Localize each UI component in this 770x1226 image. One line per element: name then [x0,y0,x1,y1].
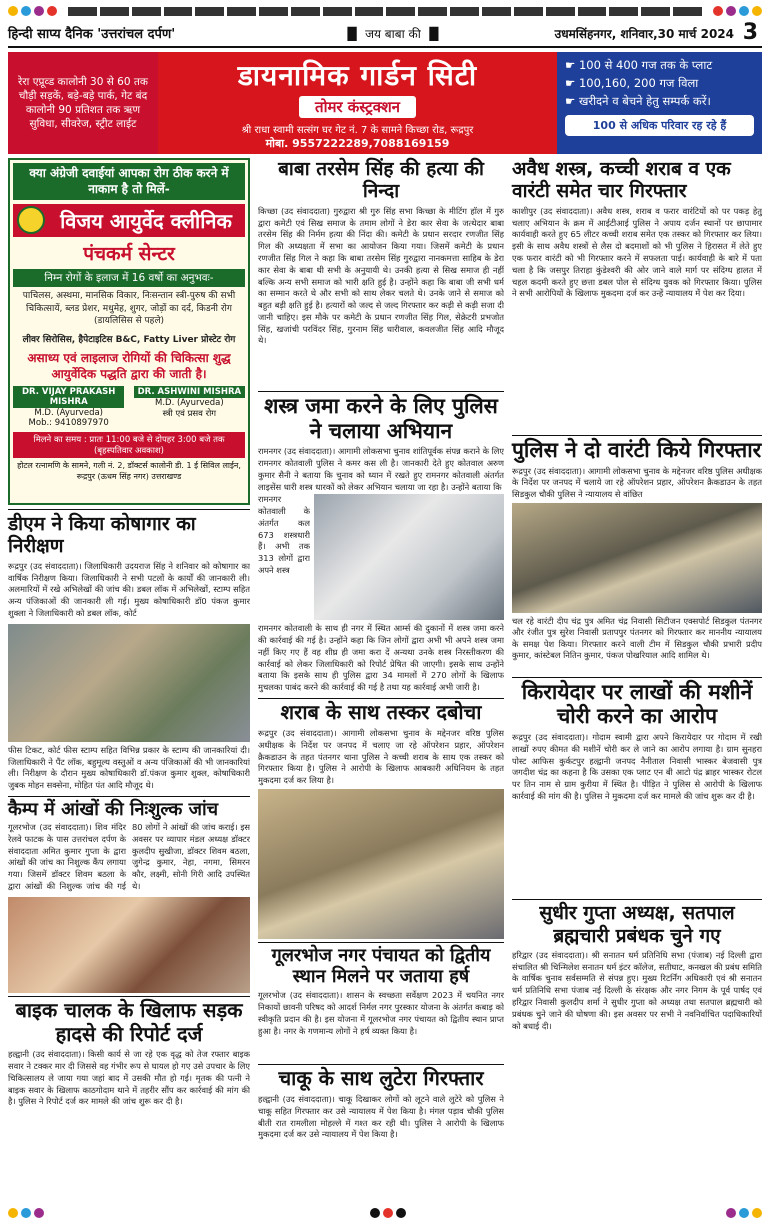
article-tarsem: किच्छा (उद संवाददाता) गुरुद्वारा श्री गुरु सिंह सभा किच्छा के मीटिंग हॉल में गुरु द्वारा कमेटी एवं सिख समाज के तमाम लोगों ने डेरा कार सेवा के जत्थेदार बाबा तरसेम सिंह की निर्मम हत्या की निंदा की। कमेटी के प्रधान सरदार रणजीत सिंह गिल की अध्यक्षता में सभा का आयोजन किया गया। जिसमें कमेटी के प्रधान रणजीत सिंह गिल ने कहा कि बाबा तरसेम सिंह गुरुद्वारा नानकमत्ता साहिब के डेरा कार सेवा के बाबा थी सभी के अनुयायी थे। उनकी हत्या से सिख समाज ही नहीं बल्कि अन्य सभी समाज को भारी क्षति हुई है। उन्होंने कहा कि बाबा जी सभी धर्म का सम्मान करते थे और सभी को साथ लेकर चलते थे। उनके जाने से समाज को बहुत बड़ी क्षति हुई है। हत्यारों को जल्द से जल्द गिरफ्तार कर कड़ी से कड़ी सजा दी जानी चाहिए। इस मौके पर कमेटी के प्रधान रणजीत सिंह गिल, सेक्रेटरी प्रभजोत सिंह, खजांची परविंदर सिंह, गुरनाम सिंह धारीवाल, कवलजीत सिंह आदि मौजूद थे। [258,205,504,346]
article-arms-side: रामनगर कोतवाली के अंतर्गत कल 673 शस्त्रधारी हैं। अभी तक 313 लोगों द्वारा अपने शस्त्र [258,494,310,576]
clinic-liver: लीवर सिरोसिस, हैपेटाइटिस B&C, Fatty Liver प्रोस्टेट रोग [22,334,236,345]
eye-camp-photo [8,897,250,993]
hand-pointer-icon: ☛ [565,76,576,90]
ad-colony-features: रेरा एप्रूव्ड कालोनी 30 से 60 तक चौड़ी सड़कें, बड़े-बड़े पार्क, गेट बंद कालोनी 90 प्रतिशत तक ऋण सुविधा, सीवरेज, स्ट्रीट लाईट [8,52,158,154]
article-warrant: रूद्रपुर (उद संवाददाता)। आगामी लोकसभा चुनाव के मद्देनजर वरिष्ठ पुलिस अधीक्षक के निर्देश पर जनपद में चलाये जा रहे ऑपरेशन प्रहार, ऑपरेशन क्रैकडाउन के तहत सिडकुल चौकी पुलिस ने न्यायालय से वांछित [512,465,762,500]
doctor-2: DR. ASHWINI MISHRA M.D. (Ayurveda) स्त्री एवं प्रसव रोग [134,386,245,428]
ad-address: श्री राधा स्वामी सत्संग घर गेट नं. 7 के सामने किच्छा रोड, रूद्रपुर [241,125,474,136]
ad-bullets [557,52,762,154]
clinic-address: होटल रत्नामणि के सामने, गली नं. 2, डॉक्टर्स कालोनी डी. 1 ई सिविल लाईन, रूद्रपुर (ऊधम सिंह नगर) उत्तराखण्ड [17,460,241,481]
column-2 [258,158,504,1152]
dateline: उधमसिंहनगर, शनिवार,30 मार्च 2024 [554,26,734,41]
color-dots-right [713,6,762,18]
clinic-subname: पंचकर्म सेन्टर [83,243,175,266]
headline-eye-camp: कैम्प में आंखों की निःशुल्क जांच [8,798,219,820]
hand-pointer-icon: ☛ [565,58,576,72]
clinic-logo-icon [17,206,45,234]
masthead [8,20,762,48]
headline-warrant: पुलिस ने दो वारंटी किये गिरफ्तार [512,437,762,462]
ad-bullet: ☛ 100,160, 200 गज विला [565,76,699,90]
article-dm-kosh: रूद्रपुर (उद संवाददाता)। जिलाधिकारी उदयराज सिंह ने शनिवार को कोषागार का वार्षिक निरीक्षण किया। जिलाधिकारी ने सभी पटलों के कार्यों की जानकारी ली। अलमारियों में रखे अभिलेखों की जांच की। डबल लॉक में अभिलेखों, स्टाम्प सहित अन्य पंजिकाओं की जानकारी ली गई। मुख्य कोषाधिकारी डॉ0 पंकज कुमार शुक्ला ने जिलाधिकारी को डबल लॉक, कोर्ट [8,560,250,618]
ad-subtitle: तोमर कंस्ट्रक्शन [299,96,416,118]
doctor-1: DR. VIJAY PRAKASH MISHRA M.D. (Ayurveda) Mob.: 9410897970 [13,386,124,428]
headline-tarsem: बाबा तरसेम सिंह की हत्या की निन्दा [278,158,484,203]
headline-nagar: गूलरभोज नगर पंचायत को द्वितीय स्थान मिलने पर जताया हर्ष [271,944,491,988]
article-knife: हल्द्वानी (उद संवाददाता)। चाकू दिखाकर लोगों को लूटने वाले लुटेरे को पुलिस ने चाकू सहित गिरफ्तार कर उसे न्यायालय में पेश किया है। मंगल पड़ाव चौकी पुलिस बीती रात रामलीला मोहल्ले में गश्त कर रही थी। पुलिस ने आरोपी के खिलाफ मुकदमा दर्ज कर उसे न्यायालय में पेश किया है। [258,1094,504,1140]
police-vehicle-photo [314,494,504,620]
warrant-caption: चल रहे वारंटी दीप चंद्र पुत्र अमित चंद्र निवासी सिटीजन एक्सपोर्ट सिडकुल पंतनगर और रंजीत पुत्र सुरेश निवासी प्रतापपुर पंतनगर को गिरफ्तार कर माननीय न्यायालय के समक्ष पेश किया। गिरफ्तार करने वाली टीम में सिडकुल चौकी प्रभारी प्रदीप कुमार, कांस्टेबल नितिन कुमार, पंकज पोखरियाल आदि शामिल थे। [512,615,762,661]
headline-liquor: शराब के साथ तस्कर दबोचा [280,700,482,725]
dm-inspection-photo [8,624,250,742]
headline-knife: चाकू के साथ लुटेरा गिरफ्तार [278,1066,484,1091]
article-arms-cont: रामनगर कोतवाली के साथ ही नगर में स्थित आर्म्स की दुकानों में शस्त्र जमा करने की कार्रवाई की गई है। उन्होंने कहा कि जिन लोगों द्वारा अभी भी अपने शस्त्र जमा नहीं किए गए हैं वह शीघ्र ही जमा करा दें अन्यथा उनके शस्त्र निरस्तीकरण की कार्रवाई को लेकर जिलाधिकारी को रिपोर्ट प्रेषित की जाएगी। इसके साथ उन्होंने बताया कि इसके साथ ही पुलिस द्वारा 34 मामलों में 270 लोगों के खिलाफ मुचलका पाबंद करने की कार्रवाई की गई है तथा यह कार्रवाई अभी जारी है। [258,623,504,693]
headline-rent: किरायेदार पर लाखों की मशीनें चोरी करने का आरोप [521,679,753,729]
column-1 [8,158,250,1167]
ad-families-pill: 100 से अधिक परिवार रह रहे हैं [565,115,754,136]
clinic-tagline: असाध्य एवं लाइलाज रोगियों की चिकित्सा शुद्ध आयुर्वेदिक पद्धति द्वारा की जाती है। [27,350,231,381]
ad-bullet: ☛ खरीदने व बेचने हेतु सम्पर्क करें। [565,94,711,108]
headline-bike-accident: बाइक चालक के खिलाफ सड़क हादसे की रिपोर्ट दर्ज [15,998,243,1046]
article-bike-accident: हल्द्वानी (उद संवाददाता)। किसी कार्य से जा रहे एक वृद्ध को तेज रफ्तार बाइक सवार ने टक्कर मार दी जिससे वह गंभीर रूप से घायल हो गए उसे उपचार के लिए चिकित्सालय ले जाया गया जहां बाद में उसकी मौत हो गई। मृतक की पत्नी ने बाइक सवार के खिलाफ काठगोदाम थाने में तहरीर सौंप कर कार्रवाई की मांग की है। पुलिस ने रिपोर्ट दर्ज कर मामले की जांच शुरू कर दी है। [8,1049,250,1107]
clinic-timing: मिलने का समय : प्रातः 11:00 बजे से दोपहर 3:00 बजे तक (बृहस्पतिवार अवकाश) [13,432,245,458]
top-registration-bar [68,7,702,16]
article-rent: रूद्रपुर (उद संवाददाता)। गोदाम स्वामी द्वारा अपने किरायेदार पर गोदाम में रखी लाखों रुपए कीमत की मशीनें चोरी कर ले जाने का आरोप लगाया है। ग्राम सुनहरा पोस्ट आफिस कुर्कटपुर हल्द्वानी जनपद नैनीताल निवासी भास्कर बेजवासी पुत्र जगदीश चंद्र का कहना है कि उसका एक प्लाट एन बी आटो पंद्र ब्राहर भास्कर रोटल पर तिन नाम से ग्राम कुरीया में स्थित है। पीड़ित ने पुलिस से आरोपी के खिलाफ कार्रवाई की मांग की है। पुलिस ने मुकदमा दर्ज कर मामले की जांच शुरू कर दी है। [512,732,762,802]
headline-dm-kosh: डीएम ने किया कोषागार का निरीक्षण [8,513,196,558]
clinic-diseases: पाचिलस, अस्थमा, मानसिक विकार, निःसन्तान स्त्री-पुरुष की सभी चिकित्सायें, ब्लड प्रेशर, मधुमेह, शुगर, जोड़ों का दर्द, किडनी रोग (डायलिसिस से पहले) [22,291,236,327]
clinic-name: विजय आयुर्वेद क्लीनिक [13,204,245,237]
ad-title: डायनामिक गार्डन सिटी [237,59,478,92]
motto: ▐▌ जय बाबा की ▐▌ [342,26,444,41]
article-illegal-arms: काशीपुर (उद संवाददाता)। अवैध शस्त्र, शराब व फरार वारंटियों को पर पकड़ हेतु चलाए अभियान के क्रम में आईटीआई पुलिस ने अपाय दर्जन स्थानों पर छापामार कार्यवाही करते हुए 65 लीटर कच्ची शराब समेत एक तस्कर को गिरफ्तार कर लिया। इसी के साथ अवैध शस्त्रों से लैस दो बदमाशों को भी पुलिस ने हिरासत में लेते हुए एक फरार वारंटी को भी गिरफ्तार करने में सफलता पाई। कार्यवाही के बारे में पता चला है कि जसपुर तिराहा कुंडेश्वरी की ओर जाने वाले मार्ग पर संदिग्ध हालत में चहल कदमी करते हुए छत्ता डबल पोल से संदिग्ध युवक को गिरफ्तार किया। पुलिस ने सभी आरोपियों के खिलाफ मुकदमा दर्ज कर उन्हें न्यायालय में पेश कर दिया। [512,205,762,299]
article-sudhir: हरिद्वार (उद संवाददाता)। श्री सनातन धर्म प्रतिनिधि सभा (पंजाब) नई दिल्ली द्वारा संचालित श्री चिन्मिलेश सनातन धर्म इंटर कॉलेज, सतीघाट, कनखल की प्रबंध समिति के वार्षिक चुनाव सर्वसम्मति से संपन्न हुए। मुख्य रिटर्निंग अधिकारी एवं श्री सनातन धर्म प्रतिनिधि सभा पंजाब नई दिल्ली के संरक्षक और नगर निगम के पूर्व पार्षद एवं हरिद्वार निवासी कुलदीप शर्मा ने सुधीर गुप्ता को अध्यक्ष तथा सतपाल ब्रह्मचारी को प्रबंधक चुने जाने की घोषणा की। इस अवसर पर सभी ने नवनिर्वाचित पदाधिकारियों को बधाई दी। [512,949,762,1031]
liquor-arrest-photo [258,789,504,939]
bottom-registration-marks [0,1208,770,1222]
clinic-experience: निम्न रोगों के इलाज में 16 वर्षो का अनुभवः- [13,269,245,287]
page-number: 3 [742,20,758,45]
dynamic-garden-city-ad [8,52,762,154]
headline-arms: शस्त्र जमा करने के लिए पुलिस ने चलाया अभियान [264,393,498,443]
article-arms: रामनगर (उद संवाददाता)। आगामी लोकसभा चुनाव शांतिपूर्वक संपन्न कराने के लिए रामनगर कोतवाली पुलिस ने कमर कस ली है। जानकारी देते हुए कोतवाल अरुण कुमार सैनी ने बताया कि चुनाव को ध्यान में रखते हुए रामनगर कोतवाली अंतर्गत लाइसेंस धारी शस्त्र धारकों को लेकर अभियान चलाया जा रहा है। उन्होंने बताया कि [258,446,504,492]
warrant-arrest-photo [512,503,762,613]
article-dm-kosh-cont: फीस टिकट, कोर्ट फीस स्टाम्प सहित विभिन्न प्रकार के स्टाम्प की जानकारियां दी। जिलाधिकारी ने पैंट लॉक, बहुमूल्य वस्तुओं व अन्य पंजिकाओं की भी जानकारियां ली। निरीक्षण के दौरान मुख्य कोषाधिकारी डॉ.पंकज कुमार शुक्ल, कोषाधिकारी जुबक मोहन सक्सेना, मोहित पंत आदि मौजूद थे। [8,744,250,791]
column-3 [512,158,762,1196]
headline-illegal-arms: अवैध शस्त्र, कच्ची शराब व एक वारंटी समेत चार गिरफ्तार [512,158,731,203]
ad-bullet: ☛ 100 से 400 गज तक के प्लाट [565,58,713,72]
hand-pointer-icon: ☛ [565,94,576,108]
article-liquor: रूद्रपुर (उद संवाददाता)। आगामी लोकसभा चुनाव के मद्देनजर वरिष्ठ पुलिस अधीक्षक के निर्देश पर जनपद में चलाए जा रहे ऑपरेशन प्रहार, ऑपरेशन क्रैकडाउन के तहत पंतनगर थाना पुलिस ने कच्ची शराब के साथ एक तस्कर को गिरफ्तार किया है। पुलिस ने आरोपी के खिलाफ आबकारी अधिनियम के तहत मुकदमा दर्ज कर लिया है। [258,727,504,786]
ad-center [158,52,557,154]
ad-phone: मोबा. 9557222289,7088169159 [265,137,450,150]
paper-name: हिन्दी साप्य दैनिक 'उत्तरांचल दर्पण' [8,27,176,42]
headline-sudhir: सुधीर गुप्ता अध्यक्ष, सतपाल ब्रह्मचारी प्रबंधक चुने गए [539,902,735,947]
color-dots-left [8,6,57,18]
article-nagar: गूलरभोज (उद संवाददाता)। शासन के स्वच्छता सर्वेक्षण 2023 में चयनित नगर निकायों छावनी परिषद को आदर्श निर्मल नगर पुरस्कार योजना के अंतर्गत कबाड़ को स्वीकृति प्रदान की है। इस योजना में गूलरभोज नगर पंचायत को द्वितीय स्थान प्राप्त हुआ है। नगर के गणमान्य लोगों ने हर्ष व्यक्त किया है। [258,990,504,1036]
clinic-doctors [13,386,245,428]
article-eye-camp: गूलरभोज (उद संवाददाता)। शिव मंदिर रेलवे फाटक के पास उत्तरांचल दर्पण के संवाददाता अमित कुमार गुप्ता के द्वारा आंखों की जांच का निशुल्क कैंप लगाया गया। जिसमें डॉक्टर शिवम बठला के द्वारा आंखों की निशुल्क जांच की गई 80 लोगों ने आंखों की जांच कराई। इस अवसर पर व्यापार मंडल अध्यक्ष डॉक्टर कुलदीप सुखीजा, डॉक्टर शिवम बठला, जुगेन्द्र कुमार, नेहा, नगमा, सिमरन कौर, लक्ष्मी, सोनी गिरी आदि उपस्थित थे। [8,822,250,891]
clinic-ad [8,158,250,505]
clinic-question: क्या अंग्रेजी दवाईयां आपका रोग ठीक करने में नाकाम है तो मिलें- [13,163,245,200]
